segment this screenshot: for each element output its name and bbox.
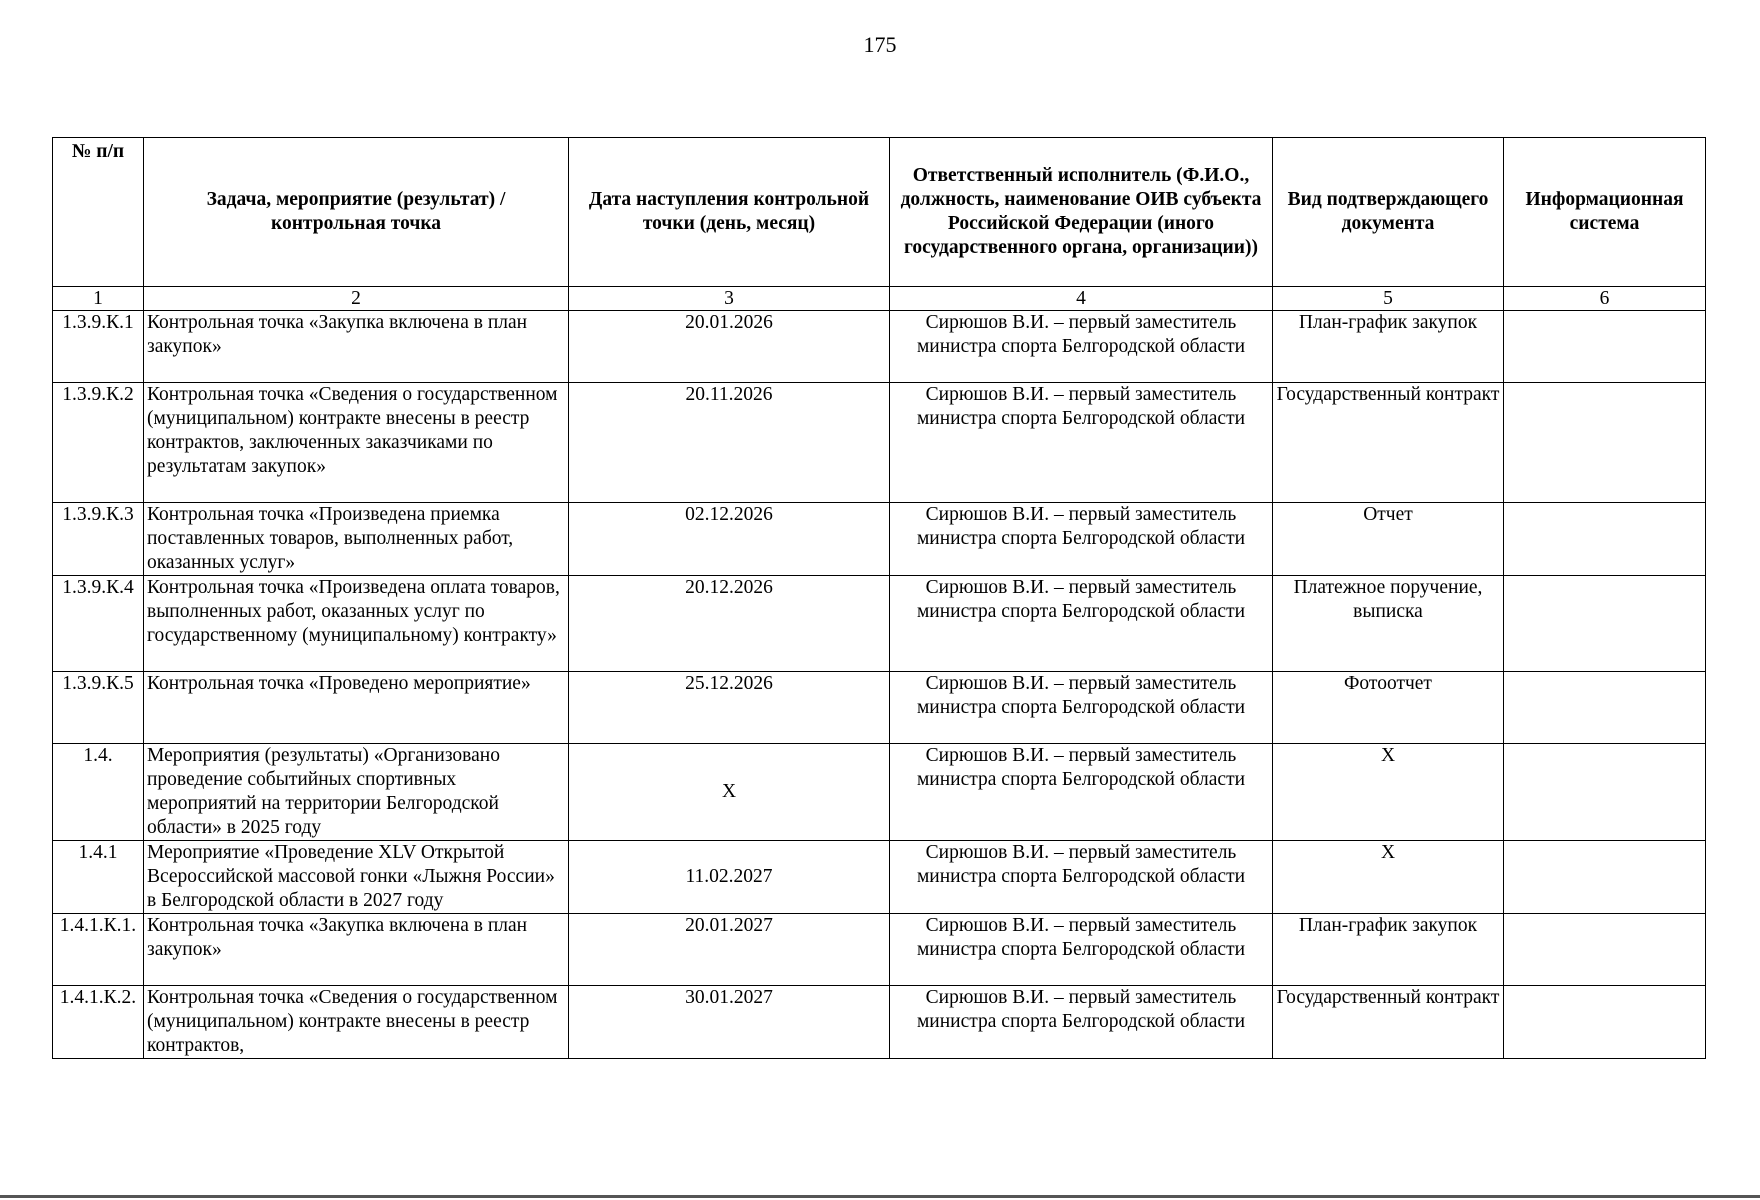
row-number: 1.4.1 [53, 841, 144, 914]
row-number: 1.3.9.К.3 [53, 503, 144, 576]
header-task: Задача, мероприятие (результат) / контрольная точка [144, 138, 569, 287]
row-responsible: Сирюшов В.И. – первый заместитель министра спорта Белгородской области [890, 914, 1273, 986]
row-number: 1.4. [53, 744, 144, 841]
row-info-system [1504, 383, 1706, 503]
row-task: Контрольная точка «Произведена приемка поставленных товаров, выполненных работ, оказанных услуг» [144, 503, 569, 576]
column-index-6: 6 [1504, 287, 1706, 311]
header-num: № п/п [53, 138, 144, 287]
header-date: Дата наступления контрольной точки (день, месяц) [569, 138, 890, 287]
row-doc-type: Фотоотчет [1273, 672, 1504, 744]
table-row [53, 672, 1706, 744]
row-responsible: Сирюшов В.И. – первый заместитель министра спорта Белгородской области [890, 672, 1273, 744]
row-info-system [1504, 576, 1706, 672]
row-task: Мероприятие «Проведение XLV Открытой Всероссийской массовой гонки «Лыжня России» в Белгородской области в 2027 году [144, 841, 569, 914]
control-points-table [52, 137, 1706, 1059]
row-info-system [1504, 914, 1706, 986]
row-info-system [1504, 311, 1706, 383]
row-responsible: Сирюшов В.И. – первый заместитель министра спорта Белгородской области [890, 841, 1273, 914]
table-row [53, 503, 1706, 576]
row-date: 20.11.2026 [569, 383, 890, 503]
row-date: 20.01.2027 [569, 914, 890, 986]
row-info-system [1504, 744, 1706, 841]
row-info-system [1504, 986, 1706, 1059]
table-row [53, 383, 1706, 503]
row-doc-type: Государственный контракт [1273, 383, 1504, 503]
row-number: 1.3.9.К.4 [53, 576, 144, 672]
row-task: Контрольная точка «Сведения о государственном (муниципальном) контракте внесены в реестр контрактов, заключенных заказчиками по результатам закупок» [144, 383, 569, 503]
row-number: 1.3.9.К.5 [53, 672, 144, 744]
row-responsible: Сирюшов В.И. – первый заместитель министра спорта Белгородской области [890, 744, 1273, 841]
row-responsible: Сирюшов В.И. – первый заместитель министра спорта Белгородской области [890, 986, 1273, 1059]
row-responsible: Сирюшов В.И. – первый заместитель министра спорта Белгородской области [890, 503, 1273, 576]
header-responsible: Ответственный исполнитель (Ф.И.О., должность, наименование ОИВ субъекта Российской Федерации (иного государственного органа, организации)) [890, 138, 1273, 287]
row-date: 20.01.2026 [569, 311, 890, 383]
row-number: 1.4.1.К.1. [53, 914, 144, 986]
page-number: 175 [863, 32, 897, 57]
row-responsible: Сирюшов В.И. – первый заместитель министра спорта Белгородской области [890, 383, 1273, 503]
row-date: 30.01.2027 [569, 986, 890, 1059]
row-number: 1.3.9.К.1 [53, 311, 144, 383]
row-task: Контрольная точка «Сведения о государственном (муниципальном) контракте внесены в реестр контрактов, [144, 986, 569, 1059]
row-task: Мероприятия (результаты) «Организовано проведение событийных спортивных мероприятий на территории Белгородской области» в 2025 году [144, 744, 569, 841]
row-doc-type: План-график закупок [1273, 311, 1504, 383]
header-doc-type: Вид подтверждающего документа [1273, 138, 1504, 287]
row-info-system [1504, 503, 1706, 576]
row-responsible: Сирюшов В.И. – первый заместитель министра спорта Белгородской области [890, 576, 1273, 672]
row-number: 1.4.1.К.2. [53, 986, 144, 1059]
row-doc-type: Х [1273, 744, 1504, 841]
column-index-1: 1 [53, 287, 144, 311]
row-date: 11.02.2027 [569, 841, 890, 914]
row-date: 02.12.2026 [569, 503, 890, 576]
row-info-system [1504, 841, 1706, 914]
page-bottom-rule [0, 1195, 1760, 1198]
row-date: Х [569, 744, 890, 841]
row-info-system [1504, 672, 1706, 744]
row-date: 25.12.2026 [569, 672, 890, 744]
table-row [53, 744, 1706, 841]
table-row [53, 576, 1706, 672]
row-date: 20.12.2026 [569, 576, 890, 672]
header-info-system: Информационная система [1504, 138, 1706, 287]
row-task: Контрольная точка «Проведено мероприятие» [144, 672, 569, 744]
row-task: Контрольная точка «Произведена оплата товаров, выполненных работ, оказанных услуг по государственному (муниципальному) контракту» [144, 576, 569, 672]
row-responsible: Сирюшов В.И. – первый заместитель министра спорта Белгородской области [890, 311, 1273, 383]
column-index-3: 3 [569, 287, 890, 311]
row-task: Контрольная точка «Закупка включена в план закупок» [144, 914, 569, 986]
row-doc-type: Платежное поручение, выписка [1273, 576, 1504, 672]
row-doc-type: Х [1273, 841, 1504, 914]
row-task: Контрольная точка «Закупка включена в план закупок» [144, 311, 569, 383]
table-row [53, 986, 1706, 1059]
column-index-row [53, 287, 1706, 311]
row-doc-type: План-график закупок [1273, 914, 1504, 986]
row-doc-type: Государственный контракт [1273, 986, 1504, 1059]
column-index-5: 5 [1273, 287, 1504, 311]
row-doc-type: Отчет [1273, 503, 1504, 576]
table-row [53, 841, 1706, 914]
column-index-4: 4 [890, 287, 1273, 311]
row-number: 1.3.9.К.2 [53, 383, 144, 503]
table-row [53, 311, 1706, 383]
column-index-2: 2 [144, 287, 569, 311]
table-row [53, 914, 1706, 986]
table-header-row [53, 138, 1706, 287]
